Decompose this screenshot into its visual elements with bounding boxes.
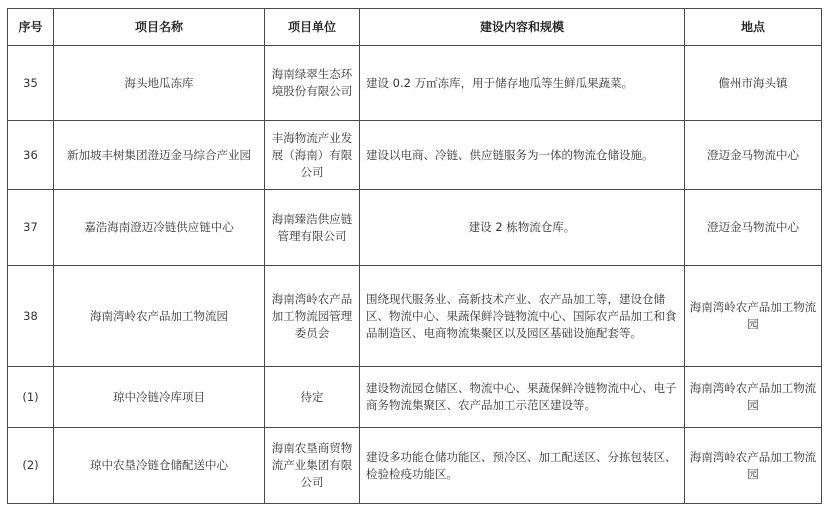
- cell-project-unit: 海南湾岭农产品加工物流园管理委员会: [265, 266, 360, 367]
- cell-project-name: 琼中农垦冷链仓储配送中心: [54, 428, 265, 504]
- cell-project-unit: 海南绿翠生态环境股份有限公司: [265, 46, 360, 121]
- cell-project-unit: 丰海物流产业发展（海南）有限公司: [265, 121, 360, 190]
- cell-serial-number: 35: [8, 46, 54, 121]
- cell-project-unit: 海南臻浩供应链管理有限公司: [265, 190, 360, 266]
- cell-project-name: 海头地瓜冻库: [54, 46, 265, 121]
- cell-serial-number: (1): [8, 367, 54, 428]
- cell-location: 海南湾岭农产品加工物流园: [685, 428, 822, 504]
- header-project-name: 项目名称: [54, 9, 265, 46]
- cell-construction-content: 建设物流园仓储区、物流中心、果蔬保鲜冷链物流中心、电子商务物流集聚区、农产品加工示范区建设等。: [360, 367, 685, 428]
- cell-construction-content: 建设多功能仓储功能区、预冷区、加工配送区、分拣包装区、检验检疫功能区。: [360, 428, 685, 504]
- cell-location: 海南湾岭农产品加工物流园: [685, 266, 822, 367]
- cell-construction-content: 建设 2 栋物流仓库。: [360, 190, 685, 266]
- header-location: 地点: [685, 9, 822, 46]
- project-table: [7, 8, 822, 504]
- table-row: [8, 266, 822, 367]
- header-project-unit: 项目单位: [265, 9, 360, 46]
- cell-project-name: 琼中冷链冷库项目: [54, 367, 265, 428]
- table-row: [8, 367, 822, 428]
- cell-construction-content: 建设以电商、冷链、供应链服务为一体的物流仓储设施。: [360, 121, 685, 190]
- table-header-row: [8, 9, 822, 46]
- cell-serial-number: (2): [8, 428, 54, 504]
- cell-project-name: 海南湾岭农产品加工物流园: [54, 266, 265, 367]
- cell-project-name: 新加坡丰树集团澄迈金马综合产业园: [54, 121, 265, 190]
- cell-location: 海南湾岭农产品加工物流园: [685, 367, 822, 428]
- cell-location: 儋州市海头镇: [685, 46, 822, 121]
- cell-serial-number: 38: [8, 266, 54, 367]
- cell-project-name: 嘉浩海南澄迈冷链供应链中心: [54, 190, 265, 266]
- cell-serial-number: 37: [8, 190, 54, 266]
- header-serial-number: 序号: [8, 9, 54, 46]
- cell-location: 澄迈金马物流中心: [685, 121, 822, 190]
- header-construction-content: 建设内容和规模: [360, 9, 685, 46]
- cell-construction-content: 围绕现代服务业、高新技术产业、农产品加工等，建设仓储区、物流中心、果蔬保鲜冷链物流中心、国际农产品加工和食品制造区、电商物流集聚区以及园区基础设施配套等。: [360, 266, 685, 367]
- cell-serial-number: 36: [8, 121, 54, 190]
- table-row: [8, 190, 822, 266]
- table-row: [8, 121, 822, 190]
- table-row: [8, 428, 822, 504]
- cell-location: 澄迈金马物流中心: [685, 190, 822, 266]
- cell-project-unit: 海南农垦商贸物流产业集团有限公司: [265, 428, 360, 504]
- cell-construction-content: 建设 0.2 万㎡冻库，用于储存地瓜等生鲜瓜果蔬菜。: [360, 46, 685, 121]
- cell-project-unit: 待定: [265, 367, 360, 428]
- table-row: [8, 46, 822, 121]
